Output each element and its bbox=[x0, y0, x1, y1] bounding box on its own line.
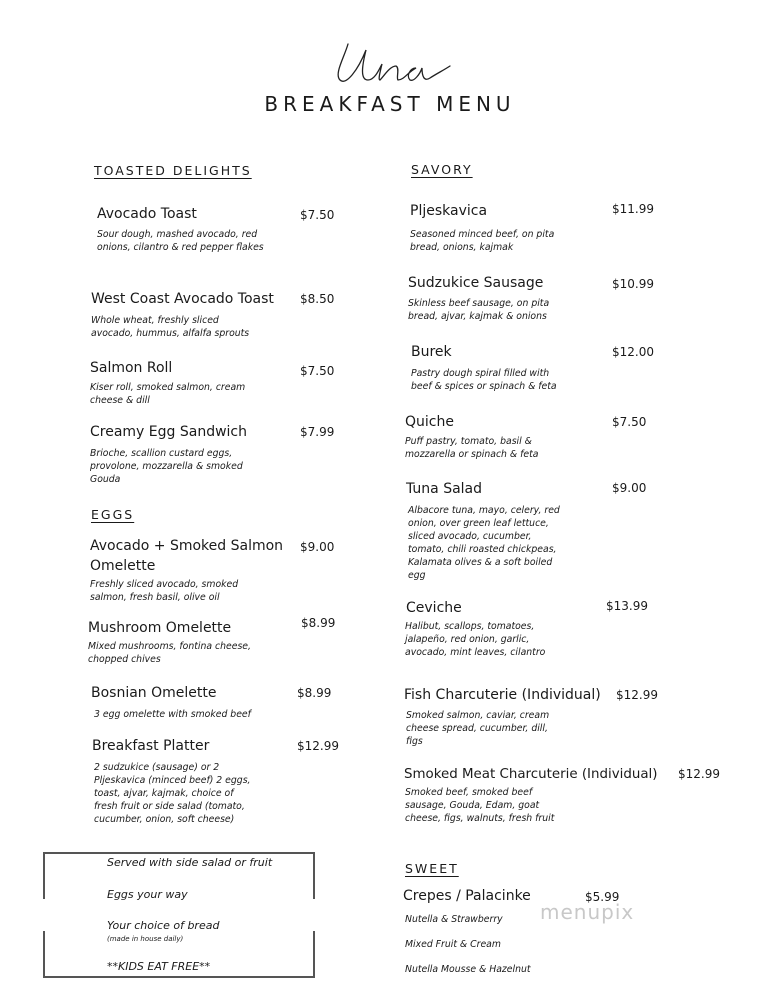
item-name: Crepes / Palacinke bbox=[403, 888, 531, 904]
item-price: $7.50 bbox=[300, 364, 335, 378]
note-bread-small: (made in house daily) bbox=[107, 935, 184, 943]
item-price: $12.99 bbox=[297, 739, 339, 753]
item-description: Pastry dough spiral filled with beef & spices or spinach & feta bbox=[411, 368, 557, 392]
item-name: Fish Charcuterie (Individual) bbox=[404, 687, 601, 703]
item-price: $7.50 bbox=[300, 208, 335, 222]
item-description: Kiser roll, smoked salmon, cream cheese & dill bbox=[90, 382, 246, 406]
item-name: Avocado Toast bbox=[97, 206, 197, 222]
note-eggs-your-way: Eggs your way bbox=[107, 888, 188, 901]
item-description: Whole wheat, freshly sliced avocado, hummus, alfalfa sprouts bbox=[91, 315, 250, 339]
item-name: Smoked Meat Charcuterie (Individual) bbox=[404, 767, 658, 782]
item-price: $9.00 bbox=[300, 540, 335, 554]
item-name: Breakfast Platter bbox=[92, 738, 210, 754]
item-name: Salmon Roll bbox=[90, 360, 173, 376]
item-price: $7.50 bbox=[612, 415, 647, 429]
crepe-option: Mixed Fruit & Cream bbox=[405, 939, 501, 950]
item-description: Brioche, scallion custard eggs, provolone, mozzarella & smoked Gouda bbox=[90, 448, 243, 485]
item-name: Ceviche bbox=[406, 600, 462, 616]
item-description: Freshly sliced avocado, smoked salmon, fresh basil, olive oil bbox=[90, 579, 239, 603]
note-bread: Your choice of bread bbox=[107, 919, 220, 932]
section-savory: SAVORY bbox=[411, 162, 473, 177]
item-description: Mixed mushrooms, fontina cheese, chopped chives bbox=[88, 641, 251, 665]
item-name: West Coast Avocado Toast bbox=[91, 291, 274, 307]
una-script-logo bbox=[326, 36, 466, 88]
item-name: Quiche bbox=[405, 414, 454, 430]
item-price: $8.50 bbox=[300, 292, 335, 306]
item-price: $12.00 bbox=[612, 345, 654, 359]
item-name: Burek bbox=[411, 344, 452, 360]
una-logo bbox=[326, 36, 466, 88]
item-description: Smoked salmon, caviar, cream cheese spread, cucumber, dill, figs bbox=[406, 710, 550, 747]
item-price: $11.99 bbox=[612, 202, 654, 216]
item-description: 3 egg omelette with smoked beef bbox=[94, 709, 251, 720]
box-gap-right bbox=[313, 899, 317, 931]
item-description: Skinless beef sausage, on pita bread, ajvar, kajmak & onions bbox=[408, 298, 550, 322]
item-name: Sudzukice Sausage bbox=[408, 275, 544, 291]
section-sweet: SWEET bbox=[405, 861, 459, 876]
item-name: Creamy Egg Sandwich bbox=[90, 424, 247, 440]
item-price: $10.99 bbox=[612, 277, 654, 291]
crepe-option: Nutella Mousse & Hazelnut bbox=[405, 964, 531, 975]
note-kids-eat-free: **KIDS EAT FREE** bbox=[107, 960, 211, 973]
box-gap-left bbox=[41, 899, 45, 931]
item-description: Puff pastry, tomato, basil & mozzarella or spinach & feta bbox=[405, 436, 539, 460]
item-price: $5.99 bbox=[585, 890, 620, 904]
crepe-option: Nutella & Strawberry bbox=[405, 914, 503, 925]
item-price: $7.99 bbox=[300, 425, 335, 439]
page-title: BREAKFAST MENU bbox=[264, 92, 516, 116]
item-name: Avocado + Smoked Salmon Omelette bbox=[90, 538, 284, 574]
notes-box bbox=[43, 852, 315, 978]
item-price: $12.99 bbox=[616, 688, 658, 702]
menupix-watermark: menupix bbox=[540, 900, 635, 924]
item-price: $13.99 bbox=[606, 599, 648, 613]
item-price: $9.00 bbox=[612, 481, 647, 495]
section-eggs: EGGS bbox=[91, 507, 135, 522]
item-description: Halibut, scallops, tomatoes, jalapeño, red onion, garlic, avocado, mint leaves, cilantro bbox=[405, 621, 546, 658]
note-side-salad: Served with side salad or fruit bbox=[107, 856, 273, 869]
item-description: Seasoned minced beef, on pita bread, onions, kajmak bbox=[410, 229, 555, 253]
item-name: Tuna Salad bbox=[406, 481, 483, 497]
item-price: $8.99 bbox=[301, 616, 336, 630]
item-name: Bosnian Omelette bbox=[91, 685, 217, 701]
section-toasted-delights: TOASTED DELIGHTS bbox=[94, 163, 252, 178]
item-description: Sour dough, mashed avocado, red onions, cilantro & red pepper flakes bbox=[97, 229, 264, 253]
item-description: Albacore tuna, mayo, celery, red onion, over green leaf lettuce, sliced avocado, cucumber, tomato, chili roasted chickpeas, Kalamata olives & a soft boiled egg bbox=[408, 505, 560, 581]
item-description: 2 sudzukice (sausage) or 2 Pljeskavica (minced beef) 2 eggs, toast, ajvar, kajmak, choice of fresh fruit or side salad (tomato, cucumber, onion, soft cheese) bbox=[94, 762, 251, 825]
item-name: Mushroom Omelette bbox=[88, 620, 232, 636]
item-price: $12.99 bbox=[678, 767, 720, 781]
item-name: Pljeskavica bbox=[410, 203, 488, 219]
item-price: $8.99 bbox=[297, 686, 332, 700]
item-description: Smoked beef, smoked beef sausage, Gouda, Edam, goat cheese, figs, walnuts, fresh fruit bbox=[405, 787, 555, 824]
